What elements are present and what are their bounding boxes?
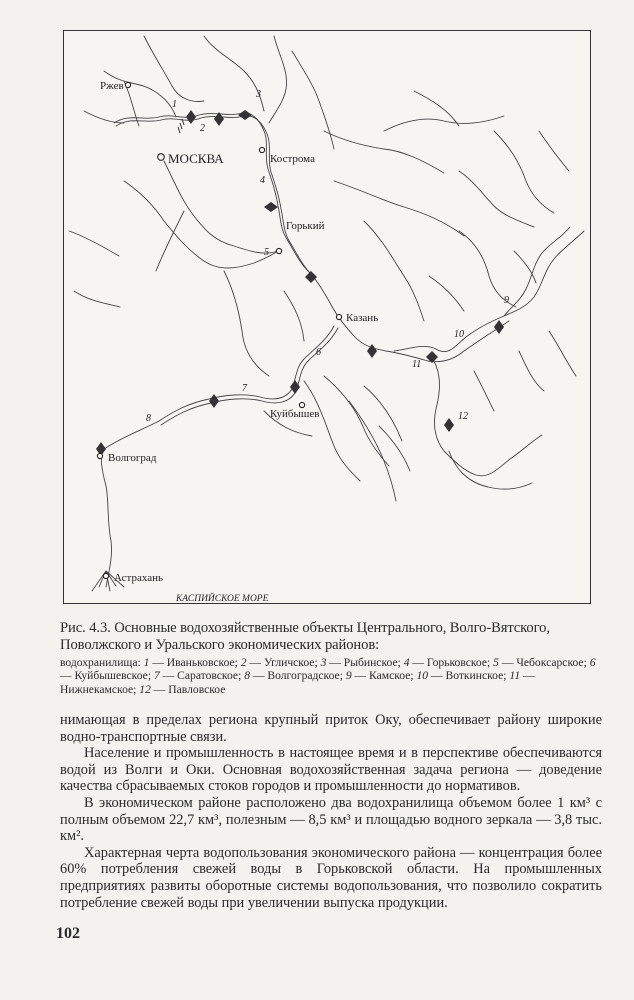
paragraph-2: Население и промышленность в настоящее время и в перспективе обеспечиваются водой из Волги и Оки. Основная водохозяйственная задача региона — доведение качества сбрасываемых стоков городов и промышленности до нормативов. bbox=[60, 745, 602, 795]
legend-item: 11 — Нижнекамское; bbox=[60, 669, 535, 696]
legend-item: 8 — Волгоградское; bbox=[244, 669, 343, 683]
city-kuybyshev: Куйбышев bbox=[270, 408, 320, 420]
paragraph-4: Характерная черта водопользования экономического района — концентрация более 60% потребления свежей воды в Горьковской области. На промышленных предприятиях развиты оборотные системы водопользования, что позволило сократить потребление свежей воды при увеличении выпуска продукции. bbox=[60, 844, 602, 911]
city-volgograd: Волгоград bbox=[108, 452, 157, 464]
city-moskva: МОСКВА bbox=[168, 151, 224, 166]
map-rivers bbox=[69, 36, 584, 591]
legend-intro: водохранилища: bbox=[60, 656, 141, 669]
reservoir-number-5: 5 bbox=[264, 247, 269, 258]
legend-item: 6 — Куйбышевское; bbox=[60, 656, 596, 683]
figure-caption: Рис. 4.3. Основные водохозяйственные объекты Центрального, Волго-Вятского, Поволжского и Уральского экономических районов: bbox=[60, 620, 550, 653]
legend-item: 7 — Саратовское; bbox=[153, 669, 242, 683]
body-text bbox=[60, 712, 602, 911]
reservoir-number-11: 11 bbox=[412, 359, 422, 370]
paragraph-3: В экономическом районе расположено два водохранилища объемом более 1 км³ с полным объемом 22,7 км³, полезным — 8,5 км³ и площадью водного зеркала — 3,8 тыс. км². bbox=[60, 794, 602, 845]
reservoir-number-6: 6 bbox=[316, 347, 321, 358]
paragraph-1: нимающая в пределах региона крупный приток Оку, обеспечивает району широкие водно-транспортные связи. bbox=[60, 712, 602, 745]
legend-item: 3 — Рыбинское; bbox=[320, 656, 401, 669]
legend-item: 12 — Павловское bbox=[139, 682, 226, 696]
city-gorkiy: Горький bbox=[286, 220, 325, 232]
reservoir-number-8: 8 bbox=[146, 413, 151, 424]
reservoir-number-10: 10 bbox=[454, 329, 464, 340]
legend-item: 9 — Камское; bbox=[345, 669, 414, 683]
reservoir-number-12: 12 bbox=[458, 411, 468, 422]
reservoir-number-3: 3 bbox=[256, 89, 261, 100]
legend-item: 4 — Горьковское; bbox=[403, 656, 491, 669]
city-kazan: Казань bbox=[346, 312, 379, 324]
reservoir-number-7: 7 bbox=[242, 383, 247, 394]
reservoir-number-1: 1 bbox=[172, 99, 177, 110]
city-astrakhan: Астрахань bbox=[114, 572, 164, 584]
legend-item: 10 — Воткинское; bbox=[416, 669, 507, 683]
reservoir-number-9: 9 bbox=[504, 295, 509, 306]
reservoir-number-2: 2 bbox=[200, 123, 205, 134]
legend-item: 2 — Угличское; bbox=[240, 656, 318, 669]
reservoir-number-4: 4 bbox=[260, 175, 265, 186]
map-drawing bbox=[64, 31, 591, 604]
figure-legend bbox=[60, 656, 605, 696]
legend-item: 1 — Иваньковское; bbox=[143, 656, 238, 669]
city-kostroma: Кострома bbox=[270, 153, 315, 165]
reservoir-map bbox=[63, 30, 591, 604]
reservoir-numbers bbox=[146, 89, 509, 424]
sea-caspian: КАСПИЙСКОЕ МОРЕ bbox=[176, 594, 269, 604]
legend-item: 5 — Чебоксарское; bbox=[493, 656, 587, 669]
page-number: 102 bbox=[56, 925, 80, 942]
city-rzhev: Ржев bbox=[100, 80, 124, 92]
